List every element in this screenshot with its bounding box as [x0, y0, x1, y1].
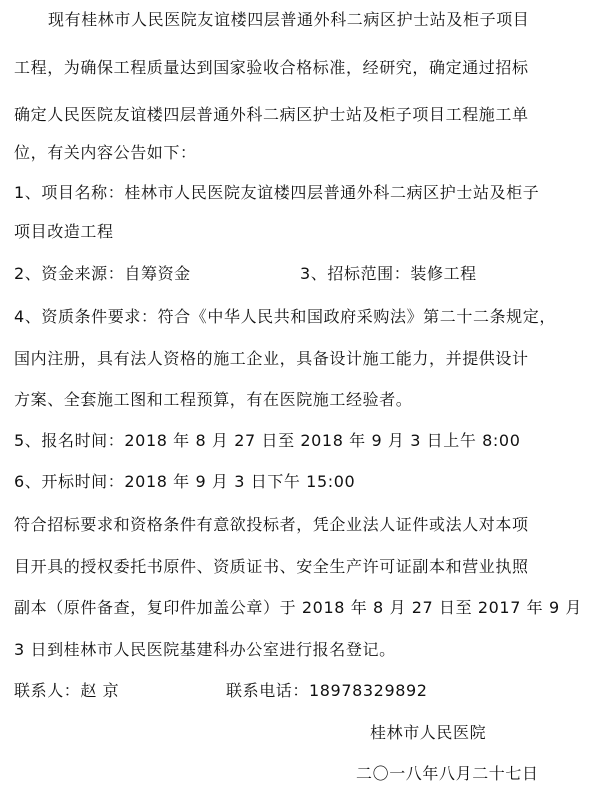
closing-line-1: 符合招标要求和资格条件有意欲投标者，凭企业法人证件或法人对本项 — [14, 515, 529, 534]
intro-line-4: 位，有关内容公告如下： — [14, 143, 197, 162]
closing-line-2: 目开具的授权委托书原件、资质证书、安全生产许可证副本和营业执照 — [14, 557, 529, 576]
intro-line-3: 确定人民医院友谊楼四层普通外科二病区护士站及柜子项目工程施工单 — [14, 105, 529, 124]
item-project-name-line-1: 1、项目名称：桂林市人民医院友谊楼四层普通外科二病区护士站及柜子 — [14, 183, 540, 202]
item-tender-scope: 3、招标范围：装修工程 — [300, 264, 477, 283]
intro-line-2: 工程，为确保工程质量达到国家验收合格标准，经研究，确定通过招标 — [14, 58, 529, 77]
intro-line-1: 现有桂林市人民医院友谊楼四层普通外科二病区护士站及柜子项目 — [48, 10, 530, 29]
signature-organization: 桂林市人民医院 — [370, 723, 487, 742]
item-qualification-line-3: 方案、全套施工图和工程预算，有在医院施工经验者。 — [14, 390, 413, 409]
closing-line-4: 3 日到桂林市人民医院基建科办公室进行报名登记。 — [14, 640, 396, 659]
contact-phone: 联系电话：18978329892 — [226, 681, 428, 700]
item-qualification-line-2: 国内注册，具有法人资格的施工企业，具备设计施工能力，并提供设计 — [14, 349, 529, 368]
closing-line-3: 副本（原件备查，复印件加盖公章）于 2018 年 8 月 27 日至 2017 年 9 月 — [14, 598, 583, 617]
item-registration-time: 5、报名时间：2018 年 8 月 27 日至 2018 年 9 月 3 日上午 8:00 — [14, 431, 521, 450]
item-qualification-line-1: 4、资质条件要求：符合《中华人民共和国政府采购法》第二十二条规定， — [14, 307, 556, 326]
item-bid-opening-time: 6、开标时间：2018 年 9 月 3 日下午 15:00 — [14, 472, 356, 491]
item-project-name-line-2: 项目改造工程 — [14, 222, 114, 241]
item-funding-source: 2、资金来源：自筹资金 — [14, 264, 191, 283]
signature-date: 二〇一八年八月二十七日 — [356, 764, 539, 783]
contact-person: 联系人：赵 京 — [14, 681, 120, 700]
